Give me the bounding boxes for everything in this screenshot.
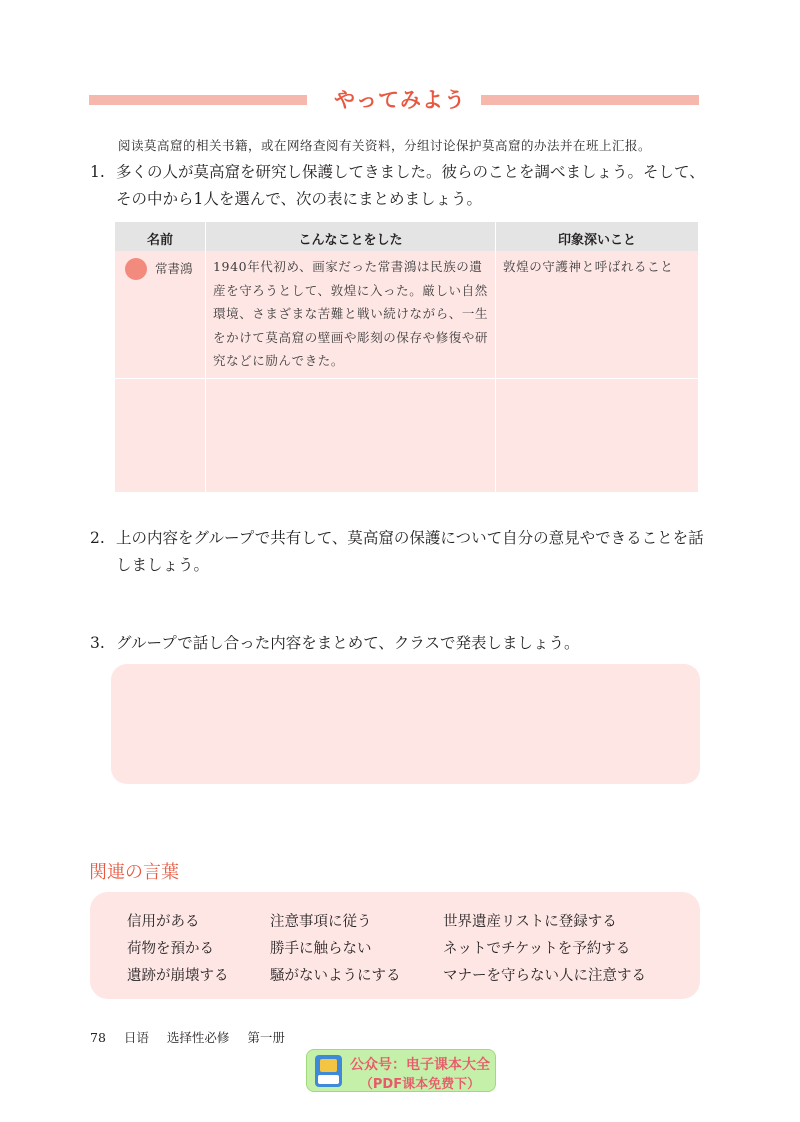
related-title: 関連の言葉 [89, 862, 179, 883]
question-number: 3. [90, 634, 105, 652]
table-cell-name: 常書鴻 [155, 261, 193, 276]
title-bar-left [89, 95, 307, 105]
intro-text: 阅读莫高窟的相关书籍，或在网络查阅有关资料，分组讨论保护莫高窟的办法并在班上汇报。 [118, 138, 652, 153]
header-impression: 印象深いこと [557, 233, 636, 248]
question-number: 2. [90, 529, 105, 547]
summary-table [115, 222, 698, 492]
question-text: グループで話し合った内容をまとめて、クラスで発表しましょう。 [116, 634, 580, 652]
watermark-line-1: 公众号：电子课本大全 [350, 1057, 490, 1073]
volume-name: 第一册 [247, 1030, 285, 1045]
section-title: やってみよう [334, 88, 466, 112]
table-header [115, 222, 698, 251]
watermark-line-2: （PDF课本免费下） [359, 1077, 481, 1092]
related-word: 世界遺産リストに登録する [443, 914, 617, 930]
related-word: 騒がないようにする [270, 968, 401, 984]
column-divider [495, 222, 496, 492]
table-cell-impression: 敦煌の守護神と呼ばれること [503, 259, 674, 274]
question-number: 1. [90, 163, 105, 181]
related-words-panel [90, 892, 700, 999]
row-divider [115, 378, 698, 379]
page-number: 78 [90, 1030, 106, 1045]
watermark-banner [306, 1049, 496, 1092]
question-text: 多くの人が莫高窟を研究し保護してきました。彼らのことを調べましょう。そして、その中から1人を選んで、次の表にまとめましょう。 [116, 163, 705, 208]
related-word: ネットでチケットを予約する [443, 941, 631, 957]
related-word: マナーを守らない人に注意する [443, 968, 646, 984]
header-did: こんなことをした [298, 233, 403, 248]
question-text: 上の内容をグループで共有して、莫高窟の保護について自分の意見やできることを話しましょう。 [116, 529, 704, 574]
header-name: 名前 [146, 233, 173, 248]
column-divider [205, 222, 206, 492]
book-name: 日语 [123, 1030, 149, 1045]
title-bar-right [481, 95, 699, 105]
marker-dot [125, 258, 147, 280]
page-footer [90, 1028, 299, 1046]
related-word: 荷物を預かる [127, 941, 214, 957]
related-word: 勝手に触らない [270, 941, 372, 957]
table-cell-did: 1940年代初め、画家だった常書鴻は民族の遺産を守ろうとして、敦煌に入った。厳しい自然環境、さまざまな苦難と戦い続けながら、一生をかけて莫高窟の壁画や彫刻の保存や修復や研究などに励んできた。 [213, 259, 489, 368]
related-word: 注意事項に従う [270, 914, 372, 930]
answer-box[interactable] [111, 664, 700, 784]
book-logo-icon [315, 1055, 342, 1087]
related-word: 遺跡が崩壊する [127, 968, 229, 984]
related-word: 信用がある [127, 914, 200, 930]
course-name: 选择性必修 [166, 1030, 230, 1045]
